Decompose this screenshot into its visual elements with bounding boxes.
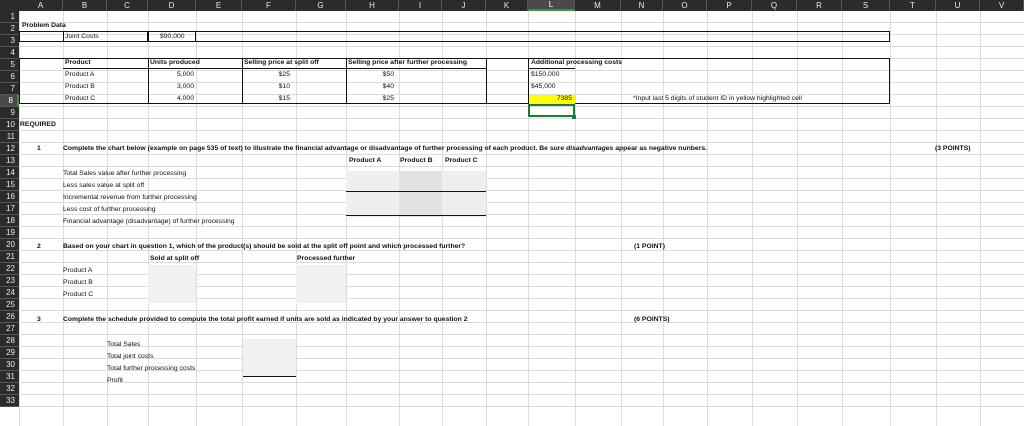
product-b-further: $40: [382, 83, 394, 90]
row-header-27[interactable]: 27: [0, 323, 19, 335]
gridline-vertical: [399, 11, 400, 426]
column-header-E[interactable]: E: [196, 0, 242, 11]
q1-col-product-c: Product C: [445, 157, 478, 164]
header-split-price: Selling price at split off: [244, 59, 319, 66]
row-header-33[interactable]: 33: [0, 395, 19, 407]
table-divider: [242, 58, 243, 104]
row-header-23[interactable]: 23: [0, 275, 19, 287]
q3-number: 3: [37, 316, 41, 323]
table-header-underline: [63, 68, 487, 69]
column-header-S[interactable]: S: [842, 0, 890, 11]
column-header-K[interactable]: K: [486, 0, 528, 11]
gridline-horizontal: [19, 154, 1024, 155]
q1-subtotal-line-1: [346, 191, 486, 192]
column-header-F[interactable]: F: [242, 0, 296, 11]
row-header-31[interactable]: 31: [0, 371, 19, 383]
gridline-vertical: [575, 11, 576, 426]
column-header-C[interactable]: C: [107, 0, 148, 11]
header-product: Product: [65, 59, 91, 66]
row-header-17[interactable]: 17: [0, 203, 19, 215]
product-a-split: $25: [278, 71, 290, 78]
gridline-horizontal: [19, 358, 1024, 359]
product-c-split: $15: [278, 95, 290, 102]
q2-split-input-area[interactable]: [148, 265, 196, 303]
product-b-units: 3,000: [176, 83, 194, 90]
gridline-horizontal: [19, 166, 1024, 167]
q1-emphasis: disadvantages: [566, 145, 614, 152]
column-header-Q[interactable]: Q: [752, 0, 797, 11]
table-header-underline: [528, 68, 575, 69]
row-header-24[interactable]: 24: [0, 287, 19, 299]
row-header-10[interactable]: 10: [0, 119, 19, 131]
row-header-14[interactable]: 14: [0, 167, 19, 179]
column-header-L[interactable]: L: [528, 0, 575, 11]
q1-col-product-a: Product A: [349, 157, 382, 164]
column-header-U[interactable]: U: [936, 0, 980, 11]
product-c-name: Product C: [65, 95, 96, 102]
gridline-horizontal: [19, 142, 1024, 143]
gridline-vertical: [890, 11, 891, 426]
gridline-horizontal: [19, 406, 1024, 407]
product-a-name: Product A: [65, 71, 95, 78]
row-header-13[interactable]: 13: [0, 155, 19, 167]
problem-title: Problem Data: [22, 22, 66, 29]
header-units: Units produced: [150, 59, 200, 66]
column-header-V[interactable]: V: [980, 0, 1024, 11]
table-divider: [148, 58, 149, 104]
row-header-21[interactable]: 21: [0, 251, 19, 263]
row-header-1[interactable]: 1: [0, 11, 19, 23]
gridline-horizontal: [19, 22, 1024, 23]
row-header-22[interactable]: 22: [0, 263, 19, 275]
q2-product-c: Product C: [63, 291, 94, 298]
column-header-N[interactable]: N: [621, 0, 663, 11]
product-b-split: $10: [278, 83, 290, 90]
gridline-horizontal: [19, 346, 1024, 347]
gridline-horizontal: [19, 310, 1024, 311]
row-header-15[interactable]: 15: [0, 179, 19, 191]
column-header-A[interactable]: A: [19, 0, 63, 11]
row-header-9[interactable]: 9: [0, 107, 19, 119]
q2-further-input-area[interactable]: [296, 265, 346, 303]
select-all-corner[interactable]: [0, 0, 19, 11]
row-header-18[interactable]: 18: [0, 215, 19, 227]
q3-line-profit: Profit: [107, 377, 123, 384]
q2-product-b: Product B: [63, 279, 93, 286]
q3-subtotal-line: [243, 376, 296, 377]
gridline-vertical: [442, 11, 443, 426]
gridline-horizontal: [19, 214, 1024, 215]
row-header-20[interactable]: 20: [0, 239, 19, 251]
q1-product-a-input-area[interactable]: [346, 171, 399, 217]
gridline-vertical: [621, 11, 622, 426]
q1-line-4: Less cost of further processing: [63, 206, 156, 213]
q3-input-area[interactable]: [243, 339, 296, 377]
product-b-name: Product B: [65, 83, 95, 90]
header-further-price: Selling price after further processing: [348, 59, 467, 66]
gridline-vertical: [19, 11, 20, 426]
header-additional-costs: Additional processing costs: [531, 59, 623, 66]
gridline-vertical: [663, 11, 664, 426]
row-header-32[interactable]: 32: [0, 383, 19, 395]
gridline-horizontal: [19, 106, 1024, 107]
q2-number: 2: [37, 243, 41, 250]
q1-line-5: Financial advantage (disadvantage) of further processing: [63, 218, 235, 225]
product-a-units: 5,000: [176, 71, 194, 78]
student-id-value[interactable]: 7385: [556, 95, 572, 102]
q1-line-1: Total Sales value after further processing: [63, 170, 187, 177]
column-header-P[interactable]: P: [707, 0, 752, 11]
q1-number: 1: [37, 145, 41, 152]
q2-product-a: Product A: [63, 267, 93, 274]
gridline-horizontal: [19, 334, 1024, 335]
row-header-12[interactable]: 12: [0, 143, 19, 155]
product-a-additional: $150,000: [531, 71, 560, 78]
gridline-horizontal: [19, 382, 1024, 383]
row-header-28[interactable]: 28: [0, 335, 19, 347]
column-header-M[interactable]: M: [575, 0, 621, 11]
q1-product-c-input-area[interactable]: [442, 171, 486, 217]
row-header-5[interactable]: 5: [0, 59, 19, 71]
column-header-B[interactable]: B: [63, 0, 107, 11]
gridline-vertical: [980, 11, 981, 426]
product-a-further: $50: [382, 71, 394, 78]
column-header-R[interactable]: R: [797, 0, 842, 11]
column-header-T[interactable]: T: [890, 0, 936, 11]
row-header-11[interactable]: 11: [0, 131, 19, 143]
column-header-J[interactable]: J: [442, 0, 486, 11]
column-header-I[interactable]: I: [399, 0, 442, 11]
gridline-horizontal: [19, 118, 1024, 119]
q1-text: Complete the chart below (example on page 535 of text) to illustrate the financial advantage or disadvantage of further processing of each product. Be sure disadvantages appear as negative nunbers.: [63, 145, 708, 152]
q2-points: (1 POINT): [634, 243, 665, 250]
q1-line-3: Incremental revenue from further processing: [63, 194, 197, 201]
row-header-6[interactable]: 6: [0, 71, 19, 83]
row-header-4[interactable]: 4: [0, 47, 19, 59]
row-header-8[interactable]: 8: [0, 95, 19, 107]
q3-line-total-sales: Total Sales: [107, 341, 141, 348]
q2-text: Based on your chart in question 1, which of the product(s) should be sold at the split off point and which processed further?: [63, 243, 466, 250]
required-label: REQUIRED: [20, 121, 56, 128]
q2-col-further: Processed further: [297, 255, 356, 262]
row-header-2[interactable]: 2: [0, 23, 19, 35]
product-c-units: 4,000: [176, 95, 194, 102]
row2-bordered-band: [19, 31, 890, 42]
gridline-horizontal: [19, 238, 1024, 239]
selected-cell-L8[interactable]: [528, 104, 575, 117]
row-header-3[interactable]: 3: [0, 35, 19, 47]
q1-line-2: Less sales value at split off: [63, 182, 145, 189]
student-id-note: *Input last 5 digits of student ID in yellow highlighted cell: [633, 95, 802, 102]
gridline-vertical: [797, 11, 798, 426]
joint-costs-label: Joint Costs: [65, 33, 99, 40]
gridline-horizontal: [19, 46, 1024, 47]
column-header-O[interactable]: O: [663, 0, 707, 11]
row-header-30[interactable]: 30: [0, 359, 19, 371]
q1-col-product-b: Product B: [400, 157, 433, 164]
q3-points: (6 POINTS): [634, 316, 670, 323]
fill-handle[interactable]: [572, 115, 576, 119]
row-header-16[interactable]: 16: [0, 191, 19, 203]
q1-product-b-input-area[interactable]: [399, 171, 442, 217]
table-divider: [346, 58, 347, 104]
row-header-29[interactable]: 29: [0, 347, 19, 359]
q1-points: (3 POINTS): [935, 145, 971, 152]
gridline-vertical: [752, 11, 753, 426]
q3-line-further-costs: Total further processing costs: [107, 365, 196, 372]
row-header-26[interactable]: 26: [0, 311, 19, 323]
row-header-19[interactable]: 19: [0, 227, 19, 239]
q1-subtotal-line-2: [346, 215, 486, 216]
row-header-7[interactable]: 7: [0, 83, 19, 95]
q3-text: Complete the schedule provided to compute the total profit earned if units are sold as indicated by your answer to question 2: [63, 316, 468, 323]
gridline-vertical: [707, 11, 708, 426]
gridline-horizontal: [19, 394, 1024, 395]
gridline-vertical: [296, 11, 297, 426]
gridline-vertical: [936, 11, 937, 426]
column-header-D[interactable]: D: [148, 0, 196, 11]
product-c-further: $25: [382, 95, 394, 102]
table-divider: [486, 58, 487, 104]
joint-costs-value: $90,000: [160, 33, 185, 40]
gridline-horizontal: [19, 190, 1024, 191]
column-header-G[interactable]: G: [296, 0, 346, 11]
column-header-H[interactable]: H: [346, 0, 399, 11]
gridline-vertical: [842, 11, 843, 426]
row-header-25[interactable]: 25: [0, 299, 19, 311]
gridline-horizontal: [19, 130, 1024, 131]
q2-col-split: Sold at split off: [150, 255, 200, 262]
q3-line-joint-costs: Total joint costs: [107, 353, 154, 360]
product-b-additional: $45,000: [531, 83, 556, 90]
